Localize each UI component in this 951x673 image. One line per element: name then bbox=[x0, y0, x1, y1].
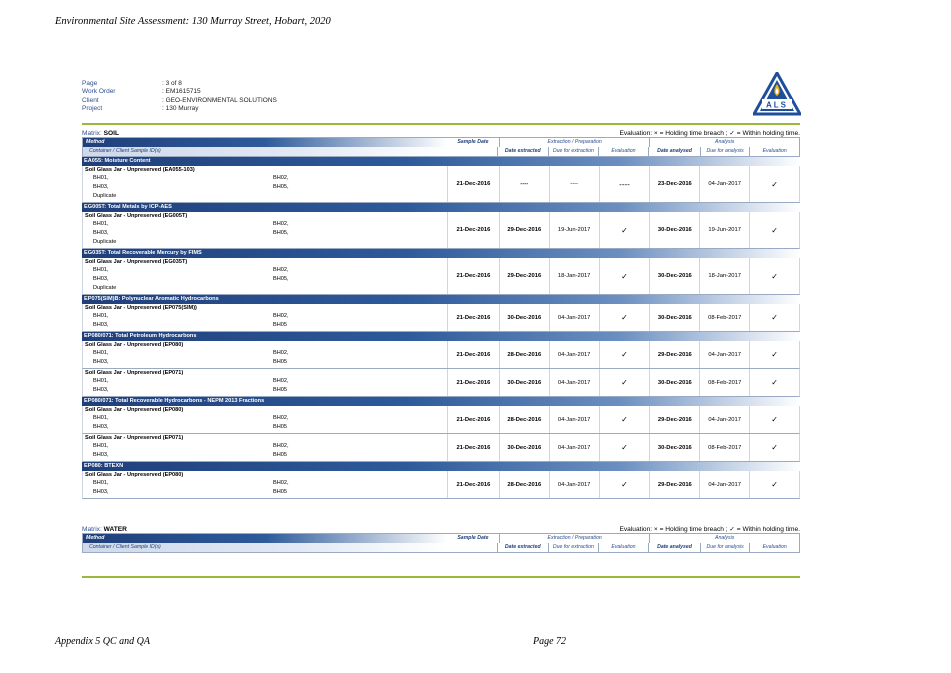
logo-text: ALS bbox=[766, 100, 788, 110]
header-evaluation-2: Evaluation bbox=[749, 543, 799, 552]
sample-date: 21-Dec-2016 bbox=[447, 341, 499, 368]
sample-id: BH05 bbox=[273, 452, 287, 458]
sample-date: 21-Dec-2016 bbox=[447, 304, 499, 331]
sample-ids bbox=[85, 312, 445, 330]
container-name: Soil Glass Jar - Unpreserved (EP080) bbox=[85, 407, 184, 413]
header-blank bbox=[445, 543, 497, 552]
table-header bbox=[82, 533, 800, 553]
meta-value: : GEO-ENVIRONMENTAL SOLUTIONS bbox=[162, 96, 277, 104]
sample-id: Duplicate bbox=[93, 285, 117, 291]
analysis-evaluation: ✓ bbox=[749, 406, 799, 433]
header-method: Method bbox=[83, 534, 447, 543]
header-method: Method bbox=[83, 138, 447, 147]
due-for-extraction: 04-Jan-2017 bbox=[549, 304, 599, 331]
sample-id: BH03, bbox=[93, 387, 109, 393]
analysis-evaluation: ✓ bbox=[749, 369, 799, 396]
date-analysed: 30-Dec-2016 bbox=[649, 304, 699, 331]
container-cell bbox=[83, 434, 447, 461]
table-row bbox=[82, 258, 800, 295]
sample-id: BH01, bbox=[93, 221, 109, 227]
header-sample-date: Sample Date bbox=[457, 535, 489, 541]
table-row bbox=[82, 369, 800, 397]
document-footer-left: Appendix 5 QC and QA bbox=[55, 636, 150, 647]
table-row bbox=[82, 212, 800, 249]
sample-ids bbox=[85, 174, 445, 201]
method-group-title: EA055: Moisture Content bbox=[82, 157, 800, 166]
analysis-evaluation: ✓ bbox=[749, 166, 799, 202]
sample-ids bbox=[85, 349, 445, 367]
due-for-analysis: 04-Jan-2017 bbox=[699, 341, 749, 368]
meta-key: Work Order bbox=[82, 88, 116, 96]
date-extracted: 28-Dec-2016 bbox=[499, 406, 549, 433]
report-meta bbox=[82, 80, 277, 114]
extraction-evaluation: ---- bbox=[599, 166, 650, 202]
sample-id: BH03, bbox=[93, 424, 109, 430]
container-name: Soil Glass Jar - Unpreserved (EP071) bbox=[85, 370, 184, 376]
container-name: Soil Glass Jar - Unpreserved (EP071) bbox=[85, 435, 184, 441]
sample-id: BH05, bbox=[273, 276, 289, 282]
sample-ids bbox=[85, 377, 445, 395]
due-for-extraction: 04-Jan-2017 bbox=[549, 406, 599, 433]
sample-id: BH02, bbox=[273, 221, 289, 227]
date-extracted: 30-Dec-2016 bbox=[499, 304, 549, 331]
header-due-extraction: Due for extraction bbox=[548, 543, 598, 552]
date-extracted: 29-Dec-2016 bbox=[499, 258, 549, 294]
matrix-value: WATER bbox=[103, 526, 127, 533]
table-row bbox=[82, 434, 800, 462]
date-extracted: ---- bbox=[499, 166, 549, 202]
green-divider bbox=[82, 576, 800, 578]
sample-date: 21-Dec-2016 bbox=[447, 369, 499, 396]
header-container: Container / Client Sample ID(s) bbox=[83, 543, 445, 552]
extraction-evaluation: ✓ bbox=[599, 304, 650, 331]
sample-id: BH02, bbox=[273, 350, 289, 356]
due-for-extraction: 19-Jun-2017 bbox=[549, 212, 599, 248]
date-extracted: 30-Dec-2016 bbox=[499, 434, 549, 461]
sample-id: BH01, bbox=[93, 313, 109, 319]
sample-ids bbox=[85, 266, 445, 293]
sample-date: 21-Dec-2016 bbox=[447, 258, 499, 294]
evaluation-legend: Evaluation: × = Holding time breach ; ✓ = Within holding time. bbox=[619, 130, 800, 137]
container-cell bbox=[83, 406, 447, 433]
sample-id: BH01, bbox=[93, 350, 109, 356]
date-analysed: 23-Dec-2016 bbox=[649, 166, 699, 202]
table-row bbox=[82, 406, 800, 434]
sample-id: BH02, bbox=[273, 313, 289, 319]
date-extracted: 30-Dec-2016 bbox=[499, 369, 549, 396]
due-for-extraction: 18-Jan-2017 bbox=[549, 258, 599, 294]
matrix-label bbox=[82, 130, 119, 137]
meta-value: : 3 of 8 bbox=[162, 80, 182, 87]
due-for-analysis: 19-Jun-2017 bbox=[699, 212, 749, 248]
sample-id: BH01, bbox=[93, 443, 109, 449]
sample-id: BH03, bbox=[93, 184, 109, 190]
date-extracted: 28-Dec-2016 bbox=[499, 471, 549, 498]
analysis-evaluation: ✓ bbox=[749, 341, 799, 368]
analysis-evaluation: ✓ bbox=[749, 434, 799, 461]
date-extracted: 28-Dec-2016 bbox=[499, 341, 549, 368]
extraction-evaluation: ✓ bbox=[599, 434, 650, 461]
due-for-analysis: 04-Jan-2017 bbox=[699, 471, 749, 498]
method-group-title: EG005T: Total Metals by ICP-AES bbox=[82, 203, 800, 212]
header-container: Container / Client Sample ID(s) bbox=[83, 147, 445, 156]
meta-key: Client bbox=[82, 96, 99, 104]
sample-id: BH05, bbox=[273, 230, 289, 236]
sample-id: BH02, bbox=[273, 480, 289, 486]
container-name: Soil Glass Jar - Unpreserved (EP075(SIM)) bbox=[85, 305, 197, 311]
header-due-analysis: Due for analysis bbox=[700, 543, 750, 552]
sample-id: BH01, bbox=[93, 175, 109, 181]
sample-id: BH02, bbox=[273, 267, 289, 273]
sample-id: Duplicate bbox=[93, 239, 117, 245]
table-row bbox=[82, 304, 800, 332]
header-blank bbox=[445, 147, 497, 156]
due-for-analysis: 08-Feb-2017 bbox=[699, 369, 749, 396]
header-extraction: Extraction / Preparation bbox=[499, 138, 650, 147]
due-for-analysis: 04-Jan-2017 bbox=[699, 166, 749, 202]
sample-id: BH01, bbox=[93, 415, 109, 421]
meta-key: Project bbox=[82, 105, 103, 113]
date-analysed: 30-Dec-2016 bbox=[649, 258, 699, 294]
container-name: Soil Glass Jar - Unpreserved (EP080) bbox=[85, 472, 184, 478]
sample-date: 21-Dec-2016 bbox=[447, 212, 499, 248]
container-name: Soil Glass Jar - Unpreserved (EA055-103) bbox=[85, 167, 195, 173]
meta-key: Page bbox=[82, 80, 98, 87]
soil-groups bbox=[82, 157, 800, 499]
header-due-extraction: Due for extraction bbox=[548, 147, 598, 156]
due-for-analysis: 18-Jan-2017 bbox=[699, 258, 749, 294]
meta-row-work-order bbox=[82, 88, 277, 96]
analysis-evaluation: ✓ bbox=[749, 212, 799, 248]
sample-ids bbox=[85, 479, 445, 497]
due-for-extraction: 04-Jan-2017 bbox=[549, 369, 599, 396]
soil-section bbox=[82, 128, 800, 499]
table-row bbox=[82, 166, 800, 203]
header-analysis: Analysis bbox=[649, 138, 799, 147]
analysis-evaluation: ✓ bbox=[749, 258, 799, 294]
sample-id: BH03, bbox=[93, 230, 109, 236]
header-date-analysed: Date analysed bbox=[648, 147, 700, 156]
container-cell bbox=[83, 304, 447, 331]
header-evaluation: Evaluation bbox=[598, 543, 649, 552]
sample-id: BH02, bbox=[273, 175, 289, 181]
matrix-label-text: Matrix: bbox=[82, 526, 104, 533]
sample-id: BH02, bbox=[273, 378, 289, 384]
extraction-evaluation: ✓ bbox=[599, 406, 650, 433]
container-cell bbox=[83, 369, 447, 396]
date-analysed: 29-Dec-2016 bbox=[649, 406, 699, 433]
date-analysed: 29-Dec-2016 bbox=[649, 341, 699, 368]
sample-id: BH05, bbox=[273, 184, 289, 190]
meta-row-project bbox=[82, 105, 277, 113]
date-analysed: 29-Dec-2016 bbox=[649, 471, 699, 498]
container-name: Soil Glass Jar - Unpreserved (EP080) bbox=[85, 342, 184, 348]
document-header: Environmental Site Assessment: 130 Murray Street, Hobart, 2020 bbox=[55, 16, 331, 27]
date-analysed: 30-Dec-2016 bbox=[649, 434, 699, 461]
meta-value: : EM1615715 bbox=[162, 88, 201, 96]
sample-ids bbox=[85, 442, 445, 460]
date-extracted: 29-Dec-2016 bbox=[499, 212, 549, 248]
container-name: Soil Glass Jar - Unpreserved (EG035T) bbox=[85, 259, 188, 265]
sample-id: BH05 bbox=[273, 489, 287, 495]
header-date-extracted: Date extracted bbox=[497, 147, 549, 156]
due-for-analysis: 08-Feb-2017 bbox=[699, 304, 749, 331]
table-header bbox=[82, 137, 800, 157]
due-for-extraction: ---- bbox=[549, 166, 599, 202]
extraction-evaluation: ✓ bbox=[599, 341, 650, 368]
container-name: Soil Glass Jar - Unpreserved (EG005T) bbox=[85, 213, 188, 219]
container-cell bbox=[83, 471, 447, 498]
sample-id: BH05 bbox=[273, 322, 287, 328]
header-date-extracted: Date extracted bbox=[497, 543, 549, 552]
method-group-title: EG035T: Total Recoverable Mercury by FIMS bbox=[82, 249, 800, 258]
meta-row-client bbox=[82, 97, 277, 105]
due-for-extraction: 04-Jan-2017 bbox=[549, 341, 599, 368]
sample-id: Duplicate bbox=[93, 193, 117, 199]
header-date-analysed: Date analysed bbox=[648, 543, 700, 552]
matrix-label-text: Matrix: bbox=[82, 130, 104, 137]
due-for-analysis: 08-Feb-2017 bbox=[699, 434, 749, 461]
meta-row-page bbox=[82, 80, 277, 88]
due-for-analysis: 04-Jan-2017 bbox=[699, 406, 749, 433]
due-for-extraction: 04-Jan-2017 bbox=[549, 471, 599, 498]
sample-id: BH02, bbox=[273, 443, 289, 449]
als-logo-icon bbox=[753, 72, 801, 116]
sample-id: BH01, bbox=[93, 378, 109, 384]
table-row bbox=[82, 471, 800, 499]
sample-id: BH02, bbox=[273, 415, 289, 421]
sample-date: 21-Dec-2016 bbox=[447, 471, 499, 498]
extraction-evaluation: ✓ bbox=[599, 212, 650, 248]
sample-id: BH05 bbox=[273, 359, 287, 365]
method-group-title: EP080/071: Total Recoverable Hydrocarbons - NEPM 2013 Fractions bbox=[82, 397, 800, 406]
water-matrix-line bbox=[82, 524, 800, 533]
header-analysis: Analysis bbox=[649, 534, 799, 543]
sample-ids bbox=[85, 220, 445, 247]
sample-id: BH03, bbox=[93, 322, 109, 328]
sample-id: BH01, bbox=[93, 480, 109, 486]
sample-id: BH03, bbox=[93, 276, 109, 282]
sample-ids bbox=[85, 414, 445, 432]
method-group-title: EP080: BTEXN bbox=[82, 462, 800, 471]
analysis-evaluation: ✓ bbox=[749, 471, 799, 498]
table-row bbox=[82, 341, 800, 369]
matrix-label bbox=[82, 526, 127, 533]
matrix-value: SOIL bbox=[103, 130, 120, 137]
water-section bbox=[82, 524, 800, 553]
sample-date: 21-Dec-2016 bbox=[447, 166, 499, 202]
green-divider bbox=[82, 123, 800, 125]
soil-matrix-line bbox=[82, 128, 800, 137]
sample-date: 21-Dec-2016 bbox=[447, 434, 499, 461]
sample-id: BH03, bbox=[93, 489, 109, 495]
header-due-analysis: Due for analysis bbox=[700, 147, 750, 156]
due-for-extraction: 04-Jan-2017 bbox=[549, 434, 599, 461]
evaluation-legend: Evaluation: × = Holding time breach ; ✓ = Within holding time. bbox=[619, 526, 800, 533]
container-cell bbox=[83, 258, 447, 294]
header-sample-date: Sample Date bbox=[457, 139, 489, 145]
method-group-title: EP080/071: Total Petroleum Hydrocarbons bbox=[82, 332, 800, 341]
sample-id: BH05 bbox=[273, 387, 287, 393]
analysis-evaluation: ✓ bbox=[749, 304, 799, 331]
sample-id: BH03, bbox=[93, 359, 109, 365]
container-cell bbox=[83, 166, 447, 202]
container-cell bbox=[83, 212, 447, 248]
date-analysed: 30-Dec-2016 bbox=[649, 212, 699, 248]
container-cell bbox=[83, 341, 447, 368]
sample-date: 21-Dec-2016 bbox=[447, 406, 499, 433]
method-group-title: EP075(SIM)B: Polynuclear Aromatic Hydrocarbons bbox=[82, 295, 800, 304]
date-analysed: 30-Dec-2016 bbox=[649, 369, 699, 396]
sample-id: BH05 bbox=[273, 424, 287, 430]
page-number: Page 72 bbox=[533, 636, 567, 647]
meta-value: : 130 Murray bbox=[162, 105, 199, 113]
header-evaluation: Evaluation bbox=[598, 147, 649, 156]
extraction-evaluation: ✓ bbox=[599, 471, 650, 498]
extraction-evaluation: ✓ bbox=[599, 369, 650, 396]
extraction-evaluation: ✓ bbox=[599, 258, 650, 294]
header-evaluation-2: Evaluation bbox=[749, 147, 799, 156]
header-extraction: Extraction / Preparation bbox=[499, 534, 650, 543]
sample-id: BH01, bbox=[93, 267, 109, 273]
sample-id: BH03, bbox=[93, 452, 109, 458]
